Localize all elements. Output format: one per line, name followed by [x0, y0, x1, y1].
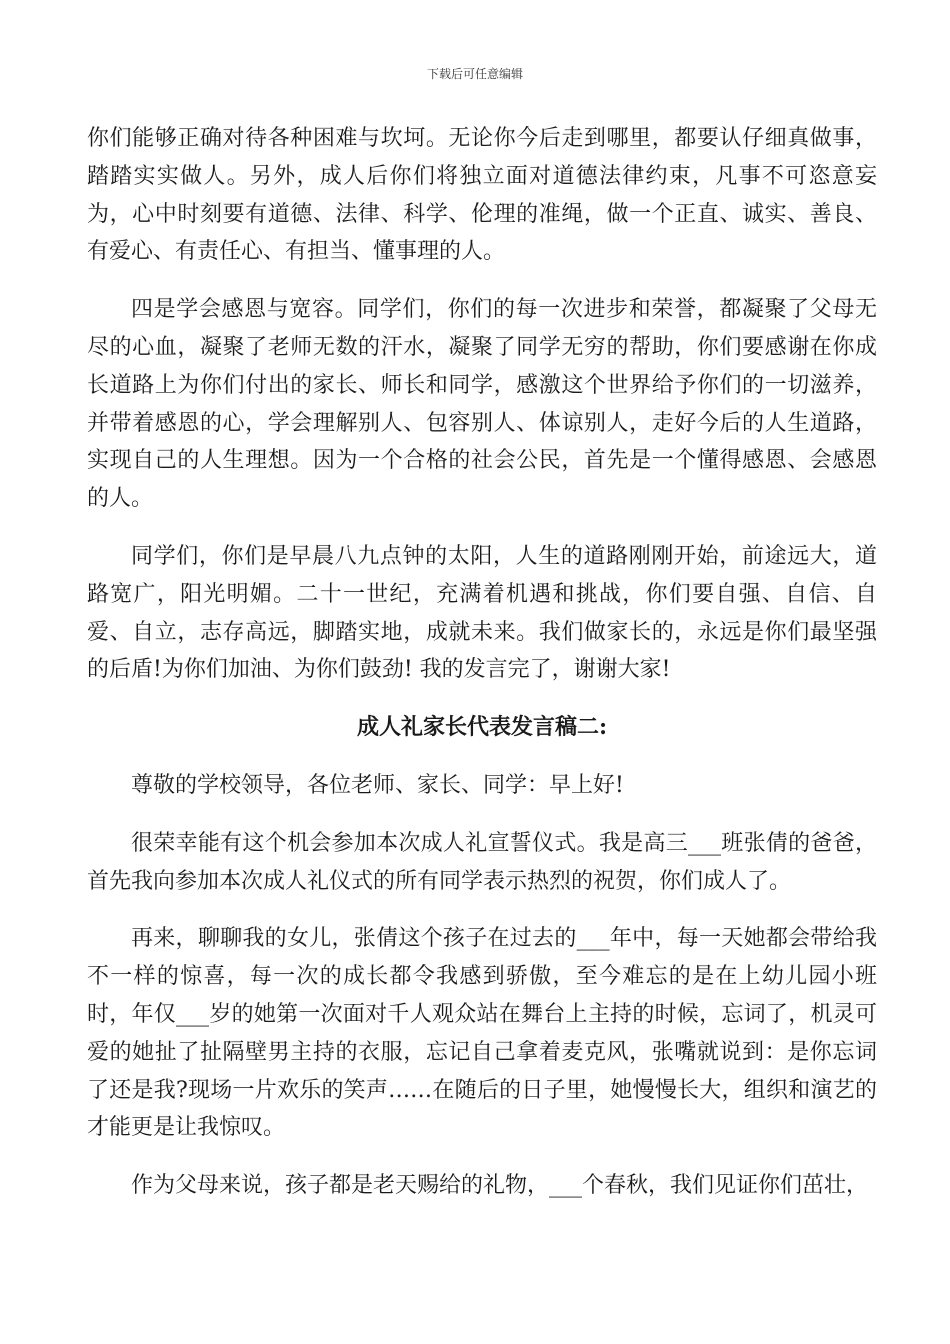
paragraph-daughter-story: 再来，聊聊我的女儿，张倩这个孩子在过去的___年中，每一天她都会带给我不一样的惊喜，每一次的成长都令我感到骄傲，至今难忘的是在上幼儿园小班时，年仅___岁的她第一次面对千人观众站在舞台上主持的时候，忘词了，机灵可爱的她扯了扯隔壁男主持的衣服，忘记自己拿着麦克风，张嘴就说到：是你忘词了还是我?现场一片欢乐的笑声……在随后的日子里，她慢慢长大，组织和演艺的才能更是让我惊叹。 — [87, 926, 877, 1141]
section-title: 成人礼家长代表发言稿二: — [356, 714, 608, 741]
paragraph-closing: 同学们，你们是早晨八九点钟的太阳，人生的道路刚刚开始，前途远大，道路宽广，阳光明媚。二十一世纪，充满着机遇和挑战，你们要自强、自信、自爱、自立，志存高远，脚踏实地，成就未来。我们做家长的，永远是你们最坚强的后盾!为你们加油、为你们鼓劲! 我的发言完了，谢谢大家! — [87, 543, 877, 683]
paragraph-continuation: 你们能够正确对待各种困难与坎坷。无论你今后走到哪里，都要认仔细真做事，踏踏实实做人。另外，成人后你们将独立面对道德法律约束，凡事不可恣意妄为，心中时刻要有道德、法律、科学、伦理的准绳，做一个正直、诚实、善良、有爱心、有责任心、有担当、懂事理的人。 — [87, 126, 877, 265]
page-header: 下载后可任意编辑 — [426, 67, 523, 81]
paragraph-parents: 作为父母来说，孩子都是老天赐给的礼物，___个春秋，我们见证你们茁壮， — [131, 1173, 869, 1199]
paragraph-greeting: 尊敬的学校领导，各位老师、家长、同学：早上好! — [131, 772, 624, 798]
paragraph-gratitude: 四是学会感恩与宽容。同学们，你们的每一次进步和荣誉，都凝聚了父母无尽的心血，凝聚了老师无数的汗水，凝聚了同学无穷的帮助，你们要感谢在你成长道路上为你们付出的家长、师长和同学，感激这个世界给予你们的一切滋养，并带着感恩的心，学会理解别人、包容别人、体谅别人，走好今后的人生道路，实现自己的人生理想。因为一个合格的社会公民，首先是一个懂得感恩、会感恩的人。 — [87, 297, 877, 512]
paragraph-introduction: 很荣幸能有这个机会参加本次成人礼宣誓仪式。我是高三___班张倩的爸爸，首先我向参加本次成人礼仪式的所有同学表示热烈的祝贺，你们成人了。 — [87, 830, 877, 894]
document-body — [87, 120, 877, 1205]
